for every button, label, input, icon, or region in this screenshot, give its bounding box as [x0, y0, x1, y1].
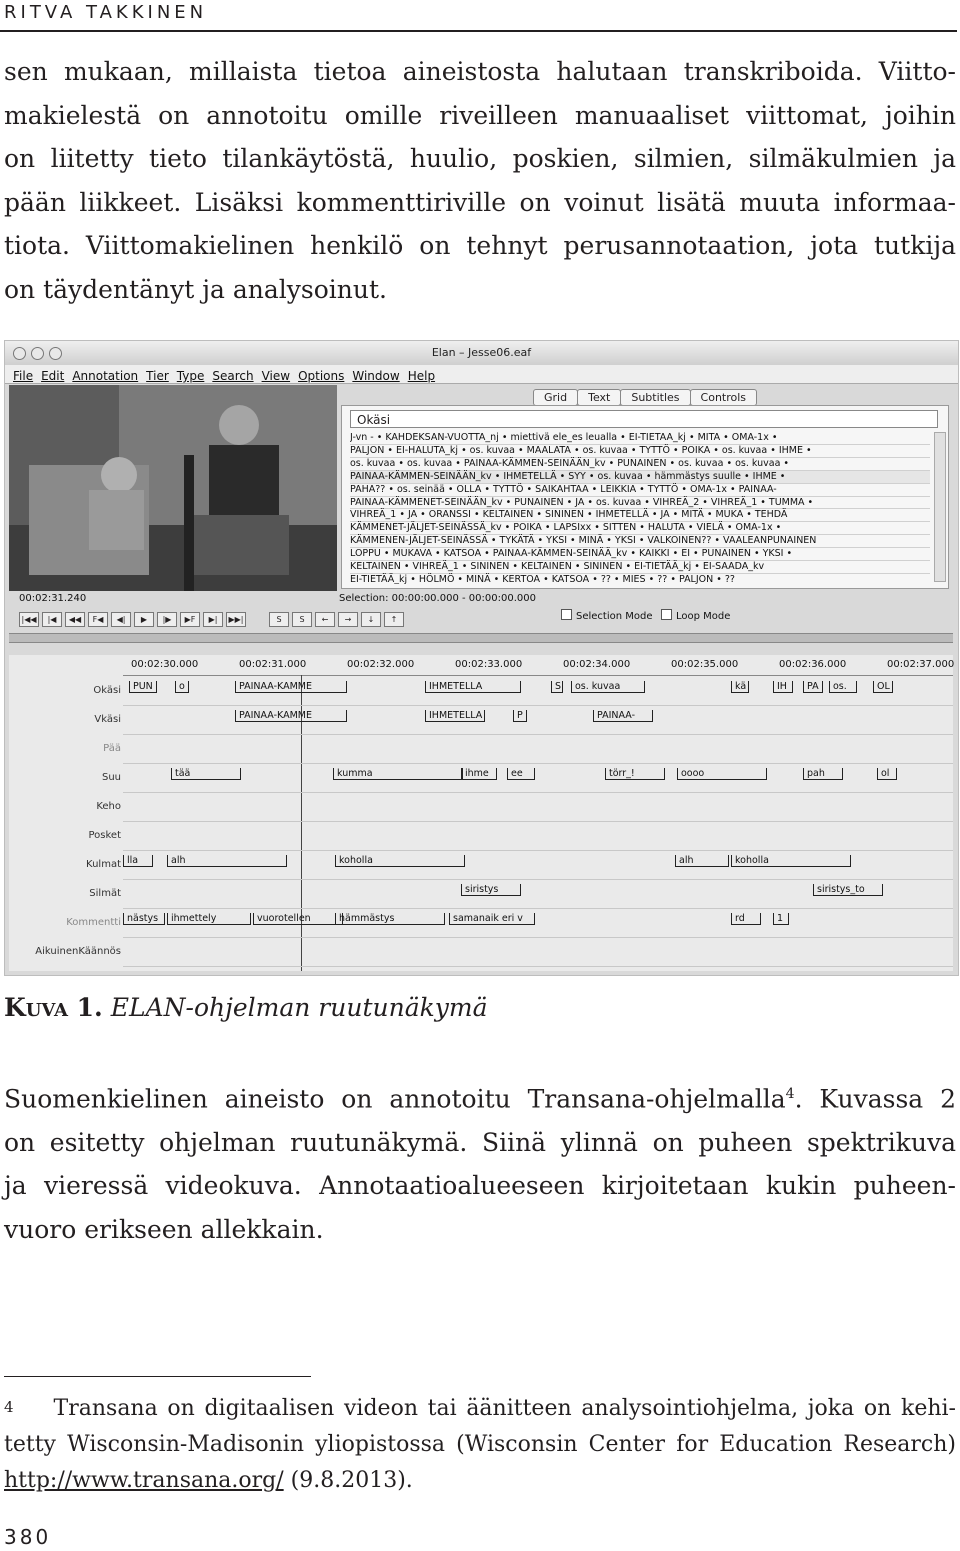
- tier-label[interactable]: Suu: [101, 772, 121, 783]
- footnote-ref[interactable]: 4: [785, 1086, 795, 1102]
- media-control-button[interactable]: F◀: [88, 612, 108, 627]
- figure-caption: [4, 993, 488, 1022]
- menu-item[interactable]: Search: [212, 369, 254, 383]
- annotation-cell[interactable]: alh: [167, 855, 287, 867]
- annotation-cell[interactable]: nästys: [123, 913, 165, 925]
- media-control-button[interactable]: ↓: [361, 612, 381, 627]
- grid-panel: [341, 405, 949, 589]
- caption-label: Kuva 1.: [4, 993, 103, 1022]
- media-control-button[interactable]: |◀◀: [19, 612, 39, 627]
- tier-label[interactable]: Keho: [96, 801, 121, 812]
- media-control-button[interactable]: ▶F: [180, 612, 200, 627]
- tier-label[interactable]: Posket: [88, 830, 121, 841]
- tier-separator: [123, 821, 953, 822]
- tier-separator: [123, 908, 953, 909]
- time-ruler: [123, 655, 953, 676]
- paragraph-line: sen mukaan, millaista tietoa aineistosta halutaan transkriboida. Viitto-: [4, 57, 956, 86]
- grid-row[interactable]: PALJON • EI-HALUTA_kj • os. kuvaa • MAALATA • os. kuvaa • TYTTÖ • POIKA • os. kuvaa • IHME •: [350, 445, 930, 458]
- annotation-cell[interactable]: alh: [675, 855, 729, 867]
- tab-controls[interactable]: Controls: [690, 389, 758, 406]
- media-control-button[interactable]: →: [338, 612, 358, 627]
- annotation-cell[interactable]: ol: [877, 768, 897, 780]
- tab-grid[interactable]: Grid: [533, 389, 578, 406]
- menu-item[interactable]: Help: [407, 369, 436, 383]
- annotation-cell[interactable]: os.: [829, 681, 857, 693]
- ruler-tick-label: 00:02:32.000: [347, 659, 415, 670]
- paragraph-2: [4, 1073, 956, 1251]
- annotation-cell[interactable]: tää: [171, 768, 241, 780]
- annotation-cell[interactable]: samanaik eri v: [449, 913, 535, 925]
- elan-screenshot: [4, 340, 959, 976]
- paragraph-line: on täydentänyt ja analysoinut.: [4, 274, 387, 304]
- paragraph-line: pään liikkeet. Lisäksi kommenttiriville on voinut lisätä muuta informaa-: [4, 187, 956, 217]
- window-titlebar: [5, 341, 958, 365]
- grid-row[interactable]: KÄMMENEN-JÄLJET-SEINÄSSÄ • TYKÄTÄ • YKSI • MINÄ • YKSI • VALKOINEN?? • VAALEANPUNAINEN: [350, 535, 930, 548]
- menu-item[interactable]: Annotation: [72, 369, 139, 383]
- annotation-cell[interactable]: rd: [731, 913, 761, 925]
- annotation-cell[interactable]: P: [513, 710, 527, 722]
- media-control-button[interactable]: ▶: [134, 612, 154, 627]
- ruler-tick-label: 00:02:34.000: [563, 659, 631, 670]
- media-control-button[interactable]: |◀: [42, 612, 62, 627]
- annotation-cell[interactable]: kä: [731, 681, 749, 693]
- annotation-cell[interactable]: 1: [773, 913, 789, 925]
- grid-row[interactable]: EI-TIETÄÄ_kj • HÖLMÖ • MINÄ • KERTOA • KATSOA • ?? • MIES • ?? • PALJON • ??: [350, 574, 930, 584]
- annotation-cell[interactable]: vuorotellen: [253, 913, 343, 925]
- annotation-cell[interactable]: pah: [803, 768, 843, 780]
- grid-row[interactable]: PAHA?? • os. seinää • OLLA • TYTTÖ • SAIKAHTAA • LEIKKIA • TYTTÖ • OMA-1x • PAINAA-: [350, 484, 930, 497]
- menu-item[interactable]: Type: [176, 369, 205, 383]
- menu-item[interactable]: Tier: [146, 369, 169, 383]
- page-number: 380: [4, 1525, 52, 1549]
- tier-label[interactable]: Silmät: [89, 888, 121, 899]
- grid-row[interactable]: KÄMMENET-JÄLJET-SEINÄSSÄ_kv • POIKA • LAPSIxx • SITTEN • HALUTA • VIELÄ • OMA-1x •: [350, 522, 930, 535]
- annotation-cell[interactable]: siristys: [461, 884, 521, 896]
- media-control-button[interactable]: S: [292, 612, 312, 627]
- running-header: RITVA TAKKINEN: [4, 2, 208, 23]
- menu-item[interactable]: Window: [352, 369, 400, 383]
- annotation-cell[interactable]: os. kuvaa: [571, 681, 645, 693]
- annotation-cell[interactable]: koholla: [335, 855, 465, 867]
- annotation-cell[interactable]: IHMETELLÄ: [425, 681, 521, 693]
- menu-bar: [5, 365, 958, 384]
- annotation-cell[interactable]: IH: [773, 681, 793, 693]
- annotation-cell[interactable]: S: [551, 681, 563, 693]
- grid-row[interactable]: PAINAA-KÄMMEN-SEINÄÄN_kv • IHMETELLÄ • SYY • os. kuvaa • hämmästys suulle • IHME •: [350, 471, 930, 484]
- tier-label[interactable]: Pää: [103, 743, 121, 754]
- tier-separator: [123, 763, 953, 764]
- footnote-mark: 4: [4, 1398, 14, 1416]
- tier-separator: [123, 850, 953, 851]
- media-controls: [19, 607, 407, 623]
- media-control-button[interactable]: ▶▶|: [226, 612, 246, 627]
- annotation-cell[interactable]: PAINAA-KÄMME: [235, 681, 347, 693]
- ruler-tick-label: 00:02:36.000: [779, 659, 847, 670]
- annotation-cell[interactable]: ihme: [461, 768, 497, 780]
- ruler-tick-label: 00:02:30.000: [131, 659, 199, 670]
- loop-mode-checkbox[interactable]: Loop Mode: [661, 609, 730, 622]
- tier-label[interactable]: AikuinenKäännös: [35, 946, 121, 957]
- tier-label[interactable]: Kommentti: [66, 917, 121, 928]
- header-rule: [0, 30, 957, 32]
- annotation-cell[interactable]: oooo: [677, 768, 767, 780]
- menu-item[interactable]: Options: [298, 369, 345, 383]
- tier-separator: [123, 705, 953, 706]
- annotation-cell[interactable]: OL: [873, 681, 893, 693]
- menu-item[interactable]: View: [261, 369, 291, 383]
- menu-item[interactable]: Edit: [41, 369, 65, 383]
- tab-subtitles[interactable]: Subtitles: [620, 389, 690, 406]
- media-control-button[interactable]: S: [269, 612, 289, 627]
- selection-mode-checkbox[interactable]: Selection Mode: [561, 609, 653, 622]
- tier-label[interactable]: Kulmat: [86, 859, 121, 870]
- annotation-cell[interactable]: o: [175, 681, 189, 693]
- grid-row[interactable]: KELTAINEN • VIHREÄ_1 • SININEN • KELTAINEN • SININEN • EI-TIETÄÄ_kj • EI-SAADA_kv: [350, 561, 930, 574]
- tier-select[interactable]: Okäsi: [350, 410, 938, 428]
- media-control-button[interactable]: ◀|: [111, 612, 131, 627]
- footnote-rule: [4, 1376, 311, 1377]
- grid-row[interactable]: LOPPU • MUKAVA • KATSOA • PAINAA-KÄMMEN-SEINÄÄ_kv • KAIKKI • EI • PUNAINEN • YKSI •: [350, 548, 930, 561]
- ruler-tick-label: 00:02:33.000: [455, 659, 523, 670]
- annotation-cell[interactable]: hämmästys: [335, 913, 445, 925]
- annotation-timeline: [9, 655, 953, 971]
- annotation-cell[interactable]: PUN: [129, 681, 157, 693]
- paragraph-line: vuoro erikseen allekkain.: [4, 1214, 324, 1244]
- tier-separator: [123, 792, 953, 793]
- media-control-button[interactable]: ←: [315, 612, 335, 627]
- media-control-button[interactable]: ↑: [384, 612, 404, 627]
- annotation-cell[interactable]: ee: [507, 768, 535, 780]
- paragraph-line: on liitetty tieto tilankäytöstä, huulio, poskien, silmien, silmäkulmien ja: [4, 144, 956, 173]
- annotation-cell[interactable]: lla: [123, 855, 153, 867]
- annotation-cell[interactable]: PAINAA-KÄMME: [235, 710, 347, 722]
- media-control-button[interactable]: ◀◀: [65, 612, 85, 627]
- media-time: 00:02:31.240: [19, 593, 87, 604]
- tier-separator: [123, 879, 953, 880]
- tab-strip: [533, 386, 756, 404]
- grid-table: [350, 432, 930, 584]
- transana-link[interactable]: http://www.transana.org/: [4, 1468, 284, 1493]
- tier-separator: [123, 734, 953, 735]
- grid-row[interactable]: PAINAA-KÄMMENET-SEINÄÄN_kv • PUNAINEN • JA • os. kuvaa • VIHREÄ_2 • VIHREÄ_1 • TUMMA •: [350, 497, 930, 510]
- grid-row[interactable]: os. kuvaa • os. kuvaa • PAINAA-KÄMMEN-SEINÄÄN_kv • PUNAINEN • os. kuvaa • os. kuvaa •: [350, 458, 930, 471]
- window-title: Elan – Jesse06.eaf: [431, 346, 532, 359]
- tier-label[interactable]: Vkäsi: [94, 714, 121, 725]
- grid-row[interactable]: VIHREÄ_1 • JA • ORANSSI • KELTAINEN • SININEN • IHMETELLÄ • JA • MITÄ • MUKA • TEHDÄ: [350, 509, 930, 522]
- tab-text[interactable]: Text: [577, 389, 621, 406]
- tier-separator: [123, 966, 953, 967]
- menu-item[interactable]: File: [13, 369, 34, 383]
- paragraph-line: Suomenkielinen aineisto on annotoitu Transana-ohjelmalla$^4$. Kuvassa 2: [4, 1084, 956, 1114]
- ruler-tick-label: 00:02:31.000: [239, 659, 307, 670]
- annotation-cell[interactable]: kumma: [333, 768, 463, 780]
- video-frame: [9, 385, 337, 591]
- paragraph-1: [4, 50, 956, 311]
- annotation-cell[interactable]: PA: [803, 681, 823, 693]
- media-control-button[interactable]: |▶: [157, 612, 177, 627]
- tier-label[interactable]: Okäsi: [93, 685, 121, 696]
- grid-scrollbar[interactable]: [934, 432, 946, 582]
- annotation-cell[interactable]: törr_!: [605, 768, 665, 780]
- paragraph-line: ja vieressä videokuva. Annotaatioalueeseen kirjoitetaan kukin puheen-: [4, 1171, 956, 1201]
- media-control-button[interactable]: ▶|: [203, 612, 223, 627]
- caption-text: ELAN-ohjelman ruutunäkymä: [110, 993, 488, 1022]
- annotation-cell[interactable]: PAINAA-: [593, 710, 653, 722]
- paragraph-line: makielestä on annotoitu omille riveilleen manuaaliset viittomat, joihin: [4, 100, 956, 130]
- selection-readout: Selection: 00:00:00.000 - 00:00:00.000: [339, 593, 536, 604]
- paragraph-line: tiota. Viittomakielinen henkilö on tehnyt perusannotaation, jota tutkija: [4, 231, 956, 260]
- ruler-tick-label: 00:02:37.000: [887, 659, 955, 670]
- tier-separator: [123, 937, 953, 938]
- annotation-cell[interactable]: IHMETELLÄ: [425, 710, 485, 722]
- annotation-cell[interactable]: siristys_to: [813, 884, 883, 896]
- timeline-slider[interactable]: [9, 633, 953, 643]
- footnote: $^4$ Transana on digitaalisen videon tai äänitteen analysointiohjelma, joka on kehi- tetty Wisconsin-Madisonin yliopistossa (Wisconsin Center for Education Research) http://www.transana.org/ (9.8.2013).: [4, 1396, 956, 1493]
- annotation-cell[interactable]: ihmettely: [167, 913, 251, 925]
- ruler-tick-label: 00:02:35.000: [671, 659, 739, 670]
- annotation-cell[interactable]: koholla: [731, 855, 851, 867]
- paragraph-line: on esitetty ohjelman ruutunäkymä. Siinä ylinnä on puheen spektrikuva: [4, 1127, 956, 1157]
- video-image: [9, 385, 337, 591]
- grid-row[interactable]: J-vn - • KAHDEKSAN-VUOTTA_nj • miettivä ele_es leualla • EI-TIETÄÄ_kj • MITÄ • OMA-1x •: [350, 432, 930, 445]
